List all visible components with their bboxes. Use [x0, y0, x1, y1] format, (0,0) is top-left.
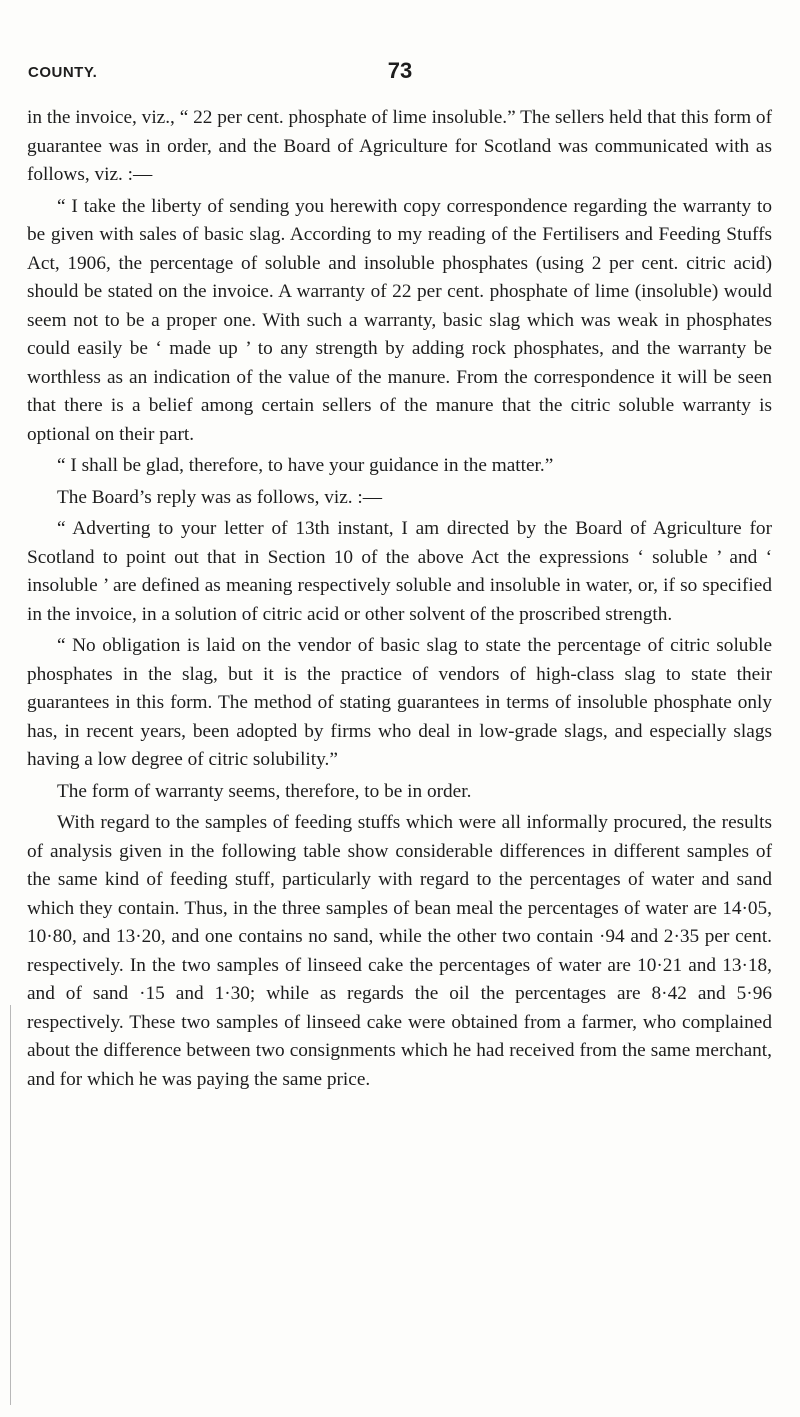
page-number: 73 — [387, 58, 413, 83]
paragraph-letter-closing: “ I shall be glad, therefore, to have your guidance in the matter.” — [57, 455, 554, 476]
paragraph-board-reply-obligation: “ No obligation is laid on the vendor of basic slag to state the percentage of citric soluble phosphates in the slag, but it is the practice of vendors of high-class slag to state their guarantees in this form. The method of stating guarantees in terms of insoluble phosphate only has, in recent years, been adopted by firms who deal in low-grade slags, and especially slags having a low degree of citric solubility.” — [27, 635, 772, 770]
paragraph-board-reply-definitions: “ Adverting to your letter of 13th instant, I am directed by the Board of Agriculture for Scotland to point out that in Section 10 of the above Act the expressions ‘ soluble ’ and ‘ insoluble ’ are defined as meaning respectively soluble and insoluble in water, or, if so specified in the invoice, in a solution of citric acid or other solvent of the proscribed strength. — [27, 518, 772, 625]
paragraph-board-reply-intro: The Board’s reply was as follows, viz. :— — [57, 486, 383, 508]
page-header — [28, 58, 772, 88]
margin-rule — [10, 1005, 11, 1405]
paragraph-feeding-stuffs: With regard to the samples of feeding stuffs which were all informally procured, the results of analysis given in the following table show considerable differences in different samples of the same kind of feeding stuff, particularly with regard to the percentages of water and sand which they contain. Thus, in the three samples of bean meal the percentages of water are 14·05, 10·80, and 13·20, and one contains no sand, while the other two contain ·94 and 2·35 per cent. respectively. In the two samples of linseed cake the percentages of water are 10·21 and 13·18, and of sand ·15 and 1·30; while as regards the oil the percentages are 8·42 and 5·96 respectively. These two samples of linseed cake were obtained from a farmer, who complained about the difference between two consignments which he had received from the same merchant, and for which he was paying the same price. — [27, 812, 772, 1090]
paragraph-conclusion: The form of warranty seems, therefore, to be in order. — [57, 780, 472, 802]
paragraph-letter-warranty: “ I take the liberty of sending you herewith copy correspondence regarding the warranty to be given with sales of basic slag. According to my reading of the Fertilisers and Feeding Stuffs Act, 1906, the percentage of soluble and insoluble phosphates (using 2 per cent. citric acid) should be stated on the invoice. A warranty of 22 per cent. phosphate of lime (insoluble) would seem not to be a proper one. With such a warranty, basic slag which was weak in phosphates could easily be ‘ made up ’ to any strength by adding rock phosphates, and the warranty be worthless as an indication of the value of the manure. From the correspondence it will be seen that there is a belief among certain sellers of the manure that the citric soluble warranty is optional on their part. — [27, 195, 772, 445]
running-head: COUNTY. — [28, 64, 98, 81]
paragraph-invoice-warranty: in the invoice, viz., “ 22 per cent. phosphate of lime insoluble.” The sellers held that this form of guarantee was in order, and the Board of Agriculture for Scotland was communicated with as follows, viz. :— — [27, 107, 772, 185]
body-text — [27, 104, 772, 1097]
